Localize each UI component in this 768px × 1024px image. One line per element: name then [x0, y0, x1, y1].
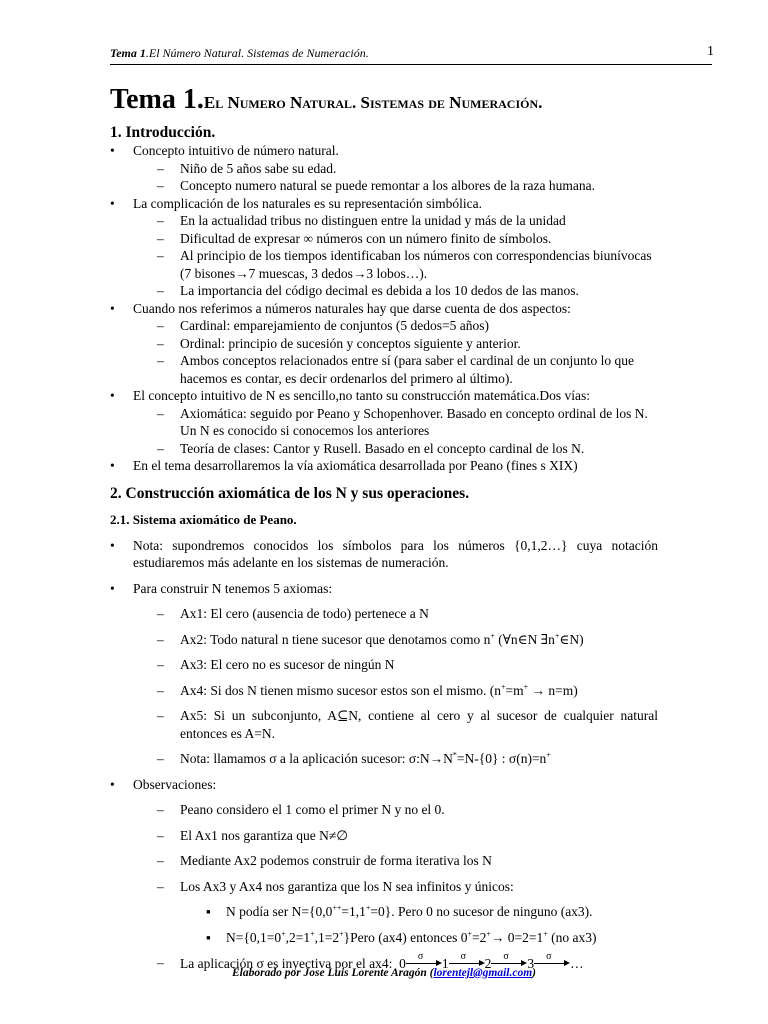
bullet-item: • La complicación de los naturales es su representación simbólica.: [110, 195, 658, 213]
injective-chain: – La aplicación σ es inyectiva por el ax4: 0 σ 1 σ 2 σ 3 σ …: [110, 954, 658, 973]
square-bullet-item: ▪ N podía ser N={0,0++=1,1+=0}. Pero 0 no sucesor de ninguno (ax3).: [110, 903, 658, 921]
bullet-item: • Concepto intuitivo de número natural.: [110, 142, 658, 160]
bullet-item: • En el tema desarrollaremos la vía axiomática desarrollada por Peano (fines s XIX): [110, 457, 658, 475]
successor-note: – Nota: llamamos σ a la aplicación sucesor: σ:N→N*=N-{0} : σ(n)=n+: [110, 750, 658, 768]
dash-item: – La importancia del código decimal es debida a los 10 dedos de las manos.: [110, 282, 658, 300]
dash-item: – Dificultad de expresar ∞ números con un número finito de símbolos.: [110, 230, 658, 248]
dash-item: – Cardinal: emparejamiento de conjuntos (5 dedos=5 años): [110, 317, 658, 335]
dash-item: – En la actualidad tribus no distinguen entre la unidad y más de la unidad: [110, 212, 658, 230]
axiom-2: – Ax2: Todo natural n tiene sucesor que denotamos como n+ (∀n∈N ∃n+∈N): [110, 631, 658, 649]
bullet-item: • Para construir N tenemos 5 axiomas:: [110, 580, 658, 598]
author-email-link[interactable]: lorentejl@gmail.com: [433, 967, 533, 979]
bullet-item: • Cuando nos referimos a números naturales hay que darse cuenta de dos aspectos:: [110, 300, 658, 318]
dash-item: – Ordinal: principio de sucesión y conceptos siguiente y anterior.: [110, 335, 658, 353]
header-title: Tema 1.El Número Natural. Sistemas de Numeración.: [110, 46, 369, 60]
bullet-item: • Nota: supondremos conocidos los símbolos para los números {0,1,2…} cuya notación estudiaremos más adelante en los sistemas de numeración.: [110, 537, 658, 572]
axiom-5: – Ax5: Si un subconjunto, A⊆N, contiene al cero y al sucesor de cualquier natural entonces es A=N.: [110, 707, 658, 742]
bullet-item: • El concepto intuitivo de N es sencillo,no tanto su construcción matemática.Dos vías:: [110, 387, 658, 405]
dash-item: – Ambos conceptos relacionados entre sí (para saber el cardinal de un conjunto lo que hacemos es contar, es decir ordenarlos del primero al último).: [110, 352, 658, 387]
page-footer: Elaborado por Jose Luis Lorente Aragón (lorentejl@gmail.com): [231, 967, 537, 979]
dash-item: – Mediante Ax2 podemos construir de forma iterativa los N: [110, 852, 658, 870]
dash-item: – Al principio de los tiempos identificaban los números con correspondencias biunívocas (7 bisones→7 muescas, 3 dedos→3 lobos…).: [110, 247, 658, 282]
dash-item: – Peano considero el 1 como el primer N y no el 0.: [110, 801, 658, 819]
section-heading-construction: 2. Construcción axiomática de los N y sus operaciones.: [110, 484, 470, 502]
dash-item: – Los Ax3 y Ax4 nos garantiza que los N sea infinitos y únicos:: [110, 878, 658, 896]
axiom-4: – Ax4: Si dos N tienen mismo sucesor estos son el mismo. (n+=m+ → n=m): [110, 682, 658, 700]
document-body: [110, 124, 658, 981]
square-bullet-item: ▪ N={0,1=0+,2=1+,1=2+}Pero (ax4) entonces 0+=2+→ 0=2=1+ (no ax3): [110, 929, 658, 947]
dash-item: – Axiomática: seguido por Peano y Schopenhover. Basado en concepto ordinal de los N. Un N es conocido si conocemos los anteriores: [110, 405, 658, 440]
axiom-3: – Ax3: El cero no es sucesor de ningún N: [110, 656, 658, 674]
section-heading-intro: 1. Introducción.: [110, 124, 216, 141]
dash-item: – Niño de 5 años sabe su edad.: [110, 160, 658, 178]
page-header: [110, 44, 712, 65]
axiom-1: – Ax1: El cero (ausencia de todo) pertenece a N: [110, 605, 658, 623]
dash-item: – Teoría de clases: Cantor y Rusell. Basado en el concepto cardinal de los N.: [110, 440, 658, 458]
subsection-heading-peano: 2.1. Sistema axiomático de Peano.: [110, 511, 297, 527]
page-number: 1: [707, 44, 714, 59]
bullet-item: • Observaciones:: [110, 776, 658, 794]
dash-item: – El Ax1 nos garantiza que N≠∅: [110, 827, 658, 845]
dash-item: – Concepto numero natural se puede remontar a los albores de la raza humana.: [110, 177, 658, 195]
page-title: Tema 1.El Numero Natural. Sistemas de Numeración.: [110, 84, 543, 115]
